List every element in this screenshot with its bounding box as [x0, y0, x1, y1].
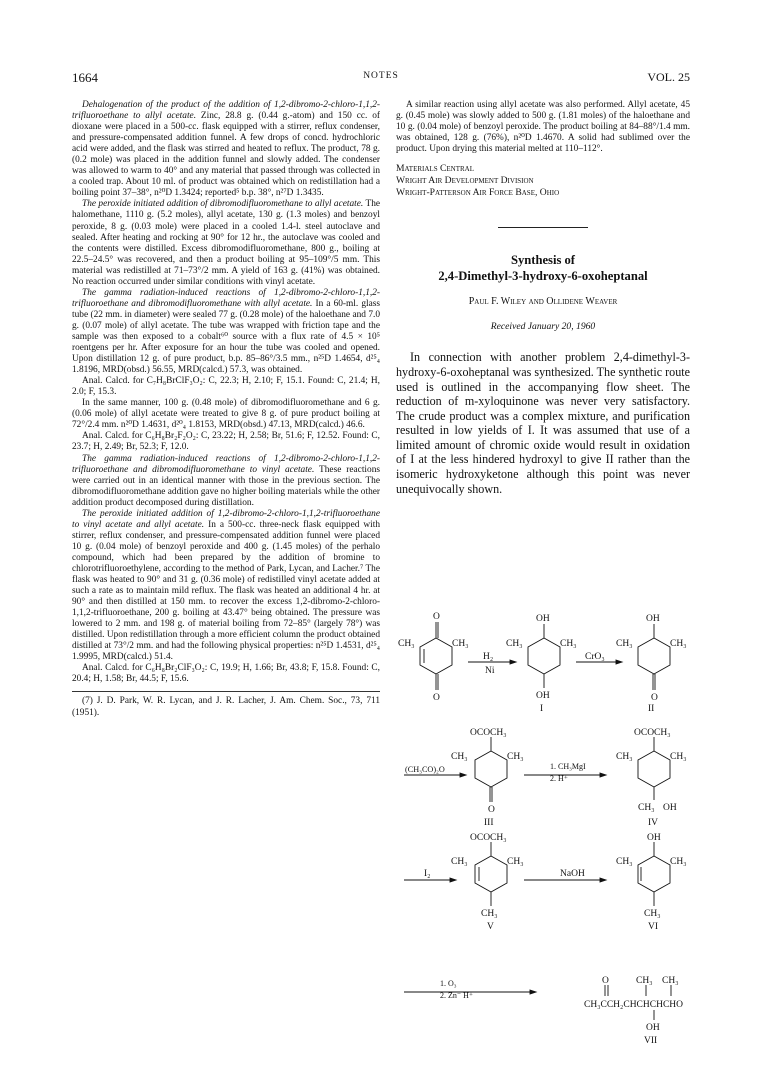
page-number: 1664	[72, 70, 98, 85]
compound-label: III	[484, 818, 494, 828]
formula-oh: OH	[646, 614, 660, 624]
formula-ococh3: OCOCH₃	[470, 728, 507, 738]
formula-ch3: CH₃	[670, 639, 687, 649]
formula-ch3: CH₃	[452, 639, 469, 649]
formula-ch3: CH₃	[398, 639, 415, 649]
formula-o: O	[651, 693, 658, 703]
reagent-cro3: CrO₃	[585, 652, 605, 662]
formula-oh: OH	[646, 1023, 660, 1033]
paragraph-text: In a 500-cc. three-neck flask equipped with stirrer, reflux condenser, and pressure-compensated addition funnel were placed 10 g. (0.04 mole) of benzoyl peroxide and 400 g. (1.45 moles) of the perhalo compound, which had been prepared by the addition of bromine to chlorotrifluoroethylene, according to the method of Park, Lycan, and Lacher.⁷ The flask was heated to 90° and 31 g. (0.36 mole) of redistilled vinyl acetate added at such a rate as to maintain mild reflux. The flask was heated an additional 4 hr. at 90° and then distilled at 150 mm. to recover the excess 1,2-dibromo-2-chloro-1,1,2-trifluoroethane, 200 g. boiling at 43.47° being obtained. The pressure was lowered to 2 mm. and 198 g. of material boiling from 72–85° (largely 78°) was distilled. Upon redistillation through a more efficient column the product obtained distilled at 73°/2 mm. and had the following physical properties: n²⁵D 1.4531, d²⁵₄ 1.9995, MRD(calcd.) 51.4.	[72, 519, 380, 663]
reagent-naoh: NaOH	[560, 869, 585, 879]
reagent-i2: I₂	[424, 869, 431, 879]
formula-ch3: CH₃	[506, 639, 523, 649]
formula-ch3: CH₃	[638, 803, 655, 813]
analysis-line: Anal. Calcd. for C₇H₈BrClF₃O₂: C, 22.3; H, 2.10; F, 15.1. Found: C, 21.4; H, 2.0; F, 15.3.	[72, 376, 380, 398]
formula-oh: OH	[536, 691, 550, 701]
paragraph-title: The peroxide initiated addition of 1,2-dibromo-2-chloro-1,1,2-trifluoroethane to vinyl acetate and allyl acetate.	[72, 508, 380, 530]
paragraph-title: The gamma radiation-induced reactions of 1,2-dibromo-2-chloro-1,1,2-trifluoroethane and dibromodifluoromethane with allyl acetate.	[72, 287, 380, 309]
formula-ch3: CH₃	[670, 857, 687, 867]
paragraph-text: The halomethane, 1110 g. (5.2 moles), allyl acetate, 130 g. (1.3 moles) and benzoyl peroxide, 8 g. (0.03 mole) were placed in a cooled 1.4-l. steel autoclave and sealed. After heating and rocking at 90° for 12 hr., the autoclave was cooled and the contents were distilled. Excess dibromodifluoromethane, 800 g., boiling at 22.5–24.5° was recovered, and then a product boiling at 95–109°/5 mm. This material was redistilled at 71–73°/2 mm. A yield of 163 g. (41%) was obtained. No reaction occurred under similar conditions with vinyl acetate.	[72, 199, 381, 287]
reagent-h2: H₂	[483, 652, 494, 662]
formula-ch3: CH₃	[560, 639, 577, 649]
formula-o: O	[433, 693, 440, 703]
formula-ch3: CH₃	[662, 976, 679, 986]
affiliation-line: Materials Central	[396, 163, 474, 175]
paragraph-title: Dehalogenation of the product of the addition of 1,2-dibromo-2-chloro-1,1,2-trifluoroethane to allyl acetate.	[72, 100, 380, 122]
received-date: Received January 20, 1960	[490, 321, 596, 333]
formula-ch3: CH₃	[616, 857, 633, 867]
paragraph-title: The peroxide initiated addition of dibromodifluoromethane to allyl acetate.	[82, 199, 364, 210]
reagent-zinc-acid: 2. Zn⁻ H⁺	[440, 991, 474, 1000]
compound-label: II	[648, 704, 655, 714]
analysis-line: Anal. Calcd. for C₆H₈Br₂ClF₃O₂: C, 19.9; H, 1.66; Br, 43.8; F, 15.8. Found: C, 20.4; H, 1.58; Br, 44.5; F, 15.6.	[72, 663, 380, 685]
formula-ch3: CH₃	[670, 752, 687, 762]
reagent-ac2o: (CH₃CO)₂O	[405, 765, 445, 774]
formula-ch3: CH₃	[507, 857, 524, 867]
compound-label: VI	[648, 922, 659, 932]
volume-label: VOL. 25	[647, 70, 690, 84]
formula-o: O	[488, 805, 495, 815]
title-line: 2,4-Dimethyl-3-hydroxy-6-oxoheptanal	[438, 269, 648, 284]
formula-ch3: CH₃	[616, 752, 633, 762]
footnote-text: (7) J. D. Park, W. R. Lycan, and J. R. Lacher, J. Am. Chem. Soc., 73, 711 (1951).	[72, 696, 380, 718]
formula-ch3: CH₃	[507, 752, 524, 762]
reagent-grignard: 1. CH₃MgI	[550, 762, 586, 771]
intro-paragraph: In connection with another problem 2,4-dimethyl-3-hydroxy-6-oxoheptanal was synthesized. The synthetic route used is outlined in the accompanying flow sheet. The reduction of m-xyloquinone was never very satisfactory. The crude product was a complex mixture, and purification resulted in low yields of I. It was assumed that use of a limited amount of chromic oxide would result in oxidation of I at the less hindered hydroxyl to give II rather than the isomeric hydroxyketone although this point was never unequivocally shown.	[396, 350, 690, 496]
formula-o: O	[602, 976, 609, 986]
reagent-acid: 2. H⁺	[550, 774, 568, 783]
section-label: NOTES	[363, 71, 399, 81]
paragraph-text: In a 60-ml. glass tube (22 mm. in diameter) were sealed 77 g. (0.28 mole) of the haloethane and 7.0 g. (0.07 mole) of allyl acetate. The tube was wrapped with friction tape and the sample was then exposed to a cobalt⁶⁰ source with a flux rate of 4.5 × 10⁵ roentgens per hr. After exposure for an hour the tube was cooled and opened. Upon distillation 12 g. of pure product, b.p. 85–86°/3.5 mm., n²⁵D 1.4654, d²⁵₄ 1.8196, MRD(obsd.) 56.55, MRD(calcd.) 57.3, was obtained.	[72, 298, 381, 376]
formula-ococh3: OCOCH₃	[470, 833, 507, 843]
paragraph: In the same manner, 100 g. (0.48 mole) of dibromodifluoromethane and 6 g. (0.06 mole) of allyl acetate were treated to give 8 g. of pure product boiling at 72°/2.4 mm. n²⁰D 1.4631, d²⁰₄ 1.8153, MRD(obsd.) 47.13, MRD(calcd.) 46.6.	[72, 398, 380, 431]
formula-oh: OH	[647, 833, 661, 843]
formula-oh: OH	[663, 803, 677, 813]
affiliation-line: Wright Air Development Division	[396, 175, 534, 187]
compound-label: V	[487, 922, 494, 932]
paragraph: A similar reaction using allyl acetate was also performed. Allyl acetate, 45 g. (0.45 mole) was slowly added to 500 g. (1.81 moles) of the haloethane and 10 g. (0.04 mole) of benzoyl peroxide. The product boiling at 84–88°/1.4 mm. was obtained, 128 g. (76%), n²⁰D 1.4670. A solid had sublimed over the product. Upon drying this material melted at 110–112°.	[396, 100, 690, 155]
compound-label: IV	[648, 818, 659, 828]
compound-label: VII	[644, 1036, 658, 1046]
affiliation-line: Wright-Patterson Air Force Base, Ohio	[396, 187, 560, 199]
title-line: Synthesis of	[510, 253, 576, 268]
reagent-ni: Ni	[485, 666, 495, 676]
authors: Paul F. Wiley and Ollidene Weaver	[468, 296, 618, 308]
formula-ch3: CH₃	[636, 976, 653, 986]
formula-oh: OH	[536, 614, 550, 624]
compound-label: I	[540, 704, 544, 714]
formula-ch3: CH₃	[616, 639, 633, 649]
formula-ch3: CH₃	[451, 857, 468, 867]
paragraph-text: Zinc, 28.8 g. (0.44 g.-atom) and 150 cc. of dioxane were placed in a 500-cc. flask equipped with a stirrer, reflux condenser, and pressure-compensated addition funnel. A few drops of concd. hydrochloric acid were added, and the flask was stirred and heated to reflux. The product, 78 g. (0.2 mole) was placed in the addition funnel and slowly added. The condenser was allowed to warm to 40° and any material that passed through was collected in a cooled trap. About 10 ml. of product was obtained which on redistillation had a boiling point 37–38°, n²⁰D 1.3424; reported⁵ b.p. 38°, n²⁷D 1.3435.	[72, 111, 380, 199]
paragraph-text: These reactions were carried out in an identical manner with those in the previous section. The dibromodifluoromethane addition gave no higher boiling materials while the other addition product decomposed during distillation.	[72, 464, 381, 508]
reagent-ozone: 1. O₃	[440, 979, 457, 988]
analysis-line: Anal. Calcd. for C₆H₈Br₂F₂O₂: C, 23.22; H, 2.58; Br, 51.6; F, 12.52. Found: C, 23.7; H, 2.49; Br, 52.3; F, 12.0.	[72, 431, 380, 453]
formula-ch3: CH₃	[644, 909, 661, 919]
formula-ch3: CH₃	[481, 909, 498, 919]
formula-ch3: CH₃	[451, 752, 468, 762]
paragraph-title: The gamma radiation-induced reactions of 1,2-dibromo-2-chloro-1,1,2-trifluoroethane and dibromodifluoromethane to vinyl acetate.	[72, 453, 380, 475]
formula-ococh3: OCOCH₃	[634, 728, 671, 738]
formula-chain: CH₃CCH₂CHCHCHCHO	[584, 1000, 684, 1010]
formula-o: O	[433, 612, 440, 622]
